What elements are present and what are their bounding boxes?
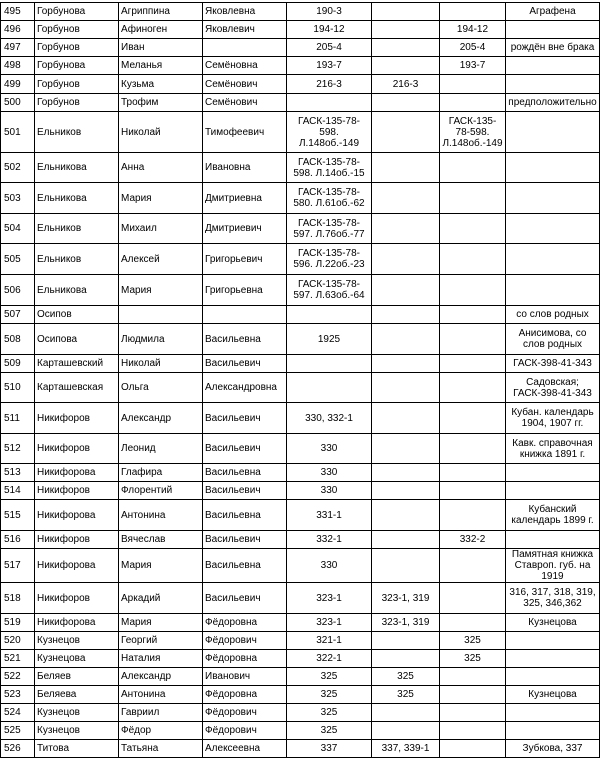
- patronymic-cell: Фёдоровна: [203, 686, 287, 704]
- reference-2-cell: 323-1, 319: [372, 583, 440, 614]
- surname-cell: Беляев: [35, 668, 119, 686]
- table-row: [1, 686, 600, 704]
- reference-cell: ГАСК-135-78-580. Л.61об.-62: [287, 183, 372, 214]
- note-cell: [506, 21, 600, 39]
- row-number-cell: 521: [1, 650, 35, 668]
- reference-cell: 205-4: [287, 39, 372, 57]
- row-number-cell: 523: [1, 686, 35, 704]
- reference-3-cell: 194-12: [440, 21, 506, 39]
- note-cell: Кузнецова: [506, 686, 600, 704]
- given-name-cell: Афиноген: [119, 21, 203, 39]
- table-row: [1, 500, 600, 531]
- row-number-cell: 525: [1, 722, 35, 740]
- row-number-cell: 501: [1, 112, 35, 153]
- patronymic-cell: Васильевна: [203, 549, 287, 583]
- row-number-cell: 496: [1, 21, 35, 39]
- reference-3-cell: [440, 464, 506, 482]
- reference-3-cell: [440, 244, 506, 275]
- table-row: [1, 668, 600, 686]
- patronymic-cell: Фёдорович: [203, 704, 287, 722]
- surname-cell: Беляева: [35, 686, 119, 704]
- reference-cell: 321-1: [287, 632, 372, 650]
- row-number-cell: 513: [1, 464, 35, 482]
- given-name-cell: Вячеслав: [119, 531, 203, 549]
- patronymic-cell: Ивановна: [203, 153, 287, 183]
- reference-3-cell: [440, 500, 506, 531]
- note-cell: Садовская; ГАСК-398-41-343: [506, 373, 600, 403]
- table-row: [1, 704, 600, 722]
- table-row: [1, 153, 600, 183]
- given-name-cell: Ольга: [119, 373, 203, 403]
- reference-cell: 330, 332-1: [287, 403, 372, 434]
- reference-2-cell: [372, 704, 440, 722]
- reference-2-cell: [372, 373, 440, 403]
- row-number-cell: 499: [1, 75, 35, 94]
- surname-cell: Никифорова: [35, 500, 119, 531]
- surname-cell: Ельникова: [35, 183, 119, 214]
- table-row: [1, 3, 600, 21]
- table-row: [1, 94, 600, 112]
- reference-2-cell: [372, 632, 440, 650]
- reference-3-cell: [440, 482, 506, 500]
- patronymic-cell: Васильевич: [203, 355, 287, 373]
- patronymic-cell: [203, 306, 287, 324]
- reference-cell: 325: [287, 704, 372, 722]
- reference-2-cell: 325: [372, 668, 440, 686]
- given-name-cell: Наталия: [119, 650, 203, 668]
- reference-3-cell: [440, 704, 506, 722]
- table-row: [1, 306, 600, 324]
- reference-2-cell: [372, 183, 440, 214]
- row-number-cell: 526: [1, 740, 35, 758]
- genealogy-table: [0, 2, 600, 758]
- reference-2-cell: [372, 214, 440, 244]
- row-number-cell: 516: [1, 531, 35, 549]
- patronymic-cell: Дмитриевич: [203, 214, 287, 244]
- note-cell: [506, 275, 600, 306]
- patronymic-cell: Семёнович: [203, 75, 287, 94]
- reference-3-cell: ГАСК-135-78-598. Л.148об.-149: [440, 112, 506, 153]
- table-row: [1, 183, 600, 214]
- reference-3-cell: 325: [440, 650, 506, 668]
- reference-2-cell: 337, 339-1: [372, 740, 440, 758]
- row-number-cell: 520: [1, 632, 35, 650]
- reference-3-cell: [440, 275, 506, 306]
- given-name-cell: Гавриил: [119, 704, 203, 722]
- row-number-cell: 510: [1, 373, 35, 403]
- reference-3-cell: [440, 306, 506, 324]
- patronymic-cell: Семёнович: [203, 94, 287, 112]
- reference-2-cell: [372, 153, 440, 183]
- note-cell: предположительно: [506, 94, 600, 112]
- patronymic-cell: [203, 39, 287, 57]
- reference-3-cell: [440, 94, 506, 112]
- patronymic-cell: Васильевна: [203, 324, 287, 355]
- surname-cell: Никифоров: [35, 403, 119, 434]
- given-name-cell: Михаил: [119, 214, 203, 244]
- surname-cell: Горбунов: [35, 21, 119, 39]
- surname-cell: Никифорова: [35, 549, 119, 583]
- patronymic-cell: Васильевна: [203, 500, 287, 531]
- given-name-cell: [119, 306, 203, 324]
- reference-3-cell: [440, 740, 506, 758]
- reference-3-cell: [440, 403, 506, 434]
- given-name-cell: Георгий: [119, 632, 203, 650]
- note-cell: Кавк. справочная книжка 1891 г.: [506, 434, 600, 464]
- reference-cell: 325: [287, 722, 372, 740]
- surname-cell: Никифорова: [35, 614, 119, 632]
- reference-3-cell: 193-7: [440, 57, 506, 75]
- patronymic-cell: Васильевна: [203, 464, 287, 482]
- reference-cell: 190-3: [287, 3, 372, 21]
- note-cell: [506, 482, 600, 500]
- reference-2-cell: [372, 464, 440, 482]
- note-cell: [506, 183, 600, 214]
- reference-cell: 332-1: [287, 531, 372, 549]
- reference-3-cell: [440, 686, 506, 704]
- table-row: [1, 112, 600, 153]
- reference-3-cell: [440, 668, 506, 686]
- surname-cell: Горбунов: [35, 75, 119, 94]
- patronymic-cell: Васильевич: [203, 434, 287, 464]
- note-cell: [506, 668, 600, 686]
- surname-cell: Никифоров: [35, 531, 119, 549]
- reference-cell: [287, 306, 372, 324]
- given-name-cell: Меланья: [119, 57, 203, 75]
- reference-cell: ГАСК-135-78-598. Л.14об.-15: [287, 153, 372, 183]
- row-number-cell: 517: [1, 549, 35, 583]
- surname-cell: Горбунов: [35, 39, 119, 57]
- patronymic-cell: Васильевич: [203, 531, 287, 549]
- reference-cell: 193-7: [287, 57, 372, 75]
- surname-cell: Ельников: [35, 214, 119, 244]
- row-number-cell: 504: [1, 214, 35, 244]
- table-row: [1, 324, 600, 355]
- note-cell: ГАСК-398-41-343: [506, 355, 600, 373]
- note-cell: Кубан. календарь 1904, 1907 гг.: [506, 403, 600, 434]
- reference-3-cell: [440, 373, 506, 403]
- given-name-cell: Антонина: [119, 500, 203, 531]
- row-number-cell: 524: [1, 704, 35, 722]
- note-cell: [506, 531, 600, 549]
- reference-3-cell: 332-2: [440, 531, 506, 549]
- table-row: [1, 57, 600, 75]
- given-name-cell: Мария: [119, 275, 203, 306]
- surname-cell: Осипова: [35, 324, 119, 355]
- note-cell: [506, 650, 600, 668]
- given-name-cell: Николай: [119, 355, 203, 373]
- reference-3-cell: 205-4: [440, 39, 506, 57]
- reference-2-cell: [372, 722, 440, 740]
- note-cell: рождён вне брака: [506, 39, 600, 57]
- given-name-cell: Александр: [119, 668, 203, 686]
- reference-cell: 216-3: [287, 75, 372, 94]
- surname-cell: Ельников: [35, 112, 119, 153]
- note-cell: Памятная книжка Ставроп. губ. на 1919: [506, 549, 600, 583]
- given-name-cell: Трофим: [119, 94, 203, 112]
- table-row: [1, 214, 600, 244]
- note-cell: [506, 75, 600, 94]
- table-row: [1, 464, 600, 482]
- note-cell: 316, 317, 318, 319, 325, 346,362: [506, 583, 600, 614]
- row-number-cell: 503: [1, 183, 35, 214]
- reference-cell: 323-1: [287, 583, 372, 614]
- reference-2-cell: [372, 306, 440, 324]
- table-row: [1, 373, 600, 403]
- reference-2-cell: [372, 500, 440, 531]
- reference-cell: 330: [287, 549, 372, 583]
- row-number-cell: 511: [1, 403, 35, 434]
- patronymic-cell: Васильевич: [203, 403, 287, 434]
- reference-2-cell: [372, 482, 440, 500]
- patronymic-cell: Алексеевна: [203, 740, 287, 758]
- reference-2-cell: [372, 324, 440, 355]
- reference-cell: ГАСК-135-78-598. Л.148об.-149: [287, 112, 372, 153]
- row-number-cell: 497: [1, 39, 35, 57]
- row-number-cell: 495: [1, 3, 35, 21]
- surname-cell: Кузнецов: [35, 704, 119, 722]
- note-cell: [506, 57, 600, 75]
- table-row: [1, 39, 600, 57]
- reference-3-cell: [440, 355, 506, 373]
- reference-2-cell: [372, 403, 440, 434]
- reference-cell: 331-1: [287, 500, 372, 531]
- reference-2-cell: [372, 57, 440, 75]
- table-row: [1, 403, 600, 434]
- row-number-cell: 522: [1, 668, 35, 686]
- surname-cell: Никифоров: [35, 434, 119, 464]
- reference-2-cell: [372, 549, 440, 583]
- patronymic-cell: Иванович: [203, 668, 287, 686]
- patronymic-cell: Васильевич: [203, 583, 287, 614]
- table-row: [1, 632, 600, 650]
- reference-3-cell: [440, 722, 506, 740]
- reference-2-cell: [372, 531, 440, 549]
- surname-cell: Никифоров: [35, 583, 119, 614]
- table-row: [1, 722, 600, 740]
- reference-2-cell: [372, 275, 440, 306]
- given-name-cell: Иван: [119, 39, 203, 57]
- given-name-cell: Аркадий: [119, 583, 203, 614]
- patronymic-cell: Фёдоровна: [203, 650, 287, 668]
- note-cell: Кузнецова: [506, 614, 600, 632]
- surname-cell: Никифоров: [35, 482, 119, 500]
- reference-2-cell: [372, 355, 440, 373]
- patronymic-cell: Фёдоровна: [203, 614, 287, 632]
- given-name-cell: Татьяна: [119, 740, 203, 758]
- surname-cell: Осипов: [35, 306, 119, 324]
- row-number-cell: 502: [1, 153, 35, 183]
- given-name-cell: Алексей: [119, 244, 203, 275]
- note-cell: [506, 244, 600, 275]
- patronymic-cell: Фёдорович: [203, 632, 287, 650]
- reference-3-cell: [440, 324, 506, 355]
- patronymic-cell: Яковлевич: [203, 21, 287, 39]
- reference-2-cell: [372, 244, 440, 275]
- patronymic-cell: Семёновна: [203, 57, 287, 75]
- reference-2-cell: 216-3: [372, 75, 440, 94]
- row-number-cell: 505: [1, 244, 35, 275]
- reference-2-cell: [372, 39, 440, 57]
- reference-3-cell: 325: [440, 632, 506, 650]
- reference-3-cell: [440, 434, 506, 464]
- table-row: [1, 355, 600, 373]
- table-row: [1, 75, 600, 94]
- reference-cell: 330: [287, 464, 372, 482]
- reference-2-cell: [372, 112, 440, 153]
- given-name-cell: Александр: [119, 403, 203, 434]
- reference-cell: 325: [287, 668, 372, 686]
- reference-cell: 330: [287, 482, 372, 500]
- table-row: [1, 549, 600, 583]
- surname-cell: Карташевский: [35, 355, 119, 373]
- row-number-cell: 514: [1, 482, 35, 500]
- patronymic-cell: Тимофеевич: [203, 112, 287, 153]
- surname-cell: Горбунова: [35, 3, 119, 21]
- surname-cell: Ельников: [35, 244, 119, 275]
- reference-3-cell: [440, 583, 506, 614]
- table-row: [1, 583, 600, 614]
- note-cell: [506, 153, 600, 183]
- given-name-cell: Флорентий: [119, 482, 203, 500]
- note-cell: Зубкова, 337: [506, 740, 600, 758]
- table-row: [1, 482, 600, 500]
- reference-cell: 330: [287, 434, 372, 464]
- reference-cell: 194-12: [287, 21, 372, 39]
- reference-cell: [287, 355, 372, 373]
- reference-2-cell: [372, 94, 440, 112]
- reference-3-cell: [440, 183, 506, 214]
- given-name-cell: Мария: [119, 183, 203, 214]
- note-cell: [506, 214, 600, 244]
- note-cell: Анисимова, со слов родных: [506, 324, 600, 355]
- patronymic-cell: Дмитриевна: [203, 183, 287, 214]
- table-row: [1, 650, 600, 668]
- patronymic-cell: Васильевич: [203, 482, 287, 500]
- table-row: [1, 614, 600, 632]
- surname-cell: Горбунова: [35, 57, 119, 75]
- reference-cell: [287, 94, 372, 112]
- reference-3-cell: [440, 214, 506, 244]
- surname-cell: Кузнецова: [35, 650, 119, 668]
- given-name-cell: Мария: [119, 614, 203, 632]
- given-name-cell: Кузьма: [119, 75, 203, 94]
- reference-3-cell: [440, 549, 506, 583]
- surname-cell: Титова: [35, 740, 119, 758]
- given-name-cell: Агриппина: [119, 3, 203, 21]
- given-name-cell: Фёдор: [119, 722, 203, 740]
- note-cell: [506, 464, 600, 482]
- given-name-cell: Леонид: [119, 434, 203, 464]
- given-name-cell: Николай: [119, 112, 203, 153]
- table-row: [1, 740, 600, 758]
- reference-3-cell: [440, 614, 506, 632]
- row-number-cell: 509: [1, 355, 35, 373]
- reference-cell: 337: [287, 740, 372, 758]
- patronymic-cell: Григорьевич: [203, 244, 287, 275]
- note-cell: [506, 112, 600, 153]
- row-number-cell: 506: [1, 275, 35, 306]
- table-body: [1, 3, 600, 758]
- given-name-cell: Анна: [119, 153, 203, 183]
- given-name-cell: Глафира: [119, 464, 203, 482]
- row-number-cell: 518: [1, 583, 35, 614]
- reference-2-cell: [372, 650, 440, 668]
- table-row: [1, 244, 600, 275]
- surname-cell: Ельникова: [35, 275, 119, 306]
- given-name-cell: Мария: [119, 549, 203, 583]
- reference-2-cell: 325: [372, 686, 440, 704]
- given-name-cell: Людмила: [119, 324, 203, 355]
- surname-cell: Ельникова: [35, 153, 119, 183]
- reference-cell: ГАСК-135-78-597. Л.76об.-77: [287, 214, 372, 244]
- note-cell: [506, 632, 600, 650]
- note-cell: Кубанский календарь 1899 г.: [506, 500, 600, 531]
- surname-cell: Кузнецов: [35, 632, 119, 650]
- patronymic-cell: Григорьевна: [203, 275, 287, 306]
- reference-3-cell: [440, 3, 506, 21]
- reference-2-cell: 323-1, 319: [372, 614, 440, 632]
- reference-3-cell: [440, 75, 506, 94]
- given-name-cell: Антонина: [119, 686, 203, 704]
- reference-cell: ГАСК-135-78-597. Л.63об.-64: [287, 275, 372, 306]
- surname-cell: Кузнецов: [35, 722, 119, 740]
- row-number-cell: 508: [1, 324, 35, 355]
- patronymic-cell: Фёдорович: [203, 722, 287, 740]
- note-cell: [506, 704, 600, 722]
- reference-2-cell: [372, 21, 440, 39]
- reference-2-cell: [372, 3, 440, 21]
- surname-cell: Горбунов: [35, 94, 119, 112]
- reference-cell: [287, 373, 372, 403]
- note-cell: со слов родных: [506, 306, 600, 324]
- reference-cell: 323-1: [287, 614, 372, 632]
- table-row: [1, 531, 600, 549]
- surname-cell: Карташевская: [35, 373, 119, 403]
- table-row: [1, 275, 600, 306]
- note-cell: Аграфена: [506, 3, 600, 21]
- reference-cell: 322-1: [287, 650, 372, 668]
- row-number-cell: 507: [1, 306, 35, 324]
- row-number-cell: 498: [1, 57, 35, 75]
- table-row: [1, 434, 600, 464]
- row-number-cell: 515: [1, 500, 35, 531]
- reference-cell: 1925: [287, 324, 372, 355]
- note-cell: [506, 722, 600, 740]
- reference-cell: 325: [287, 686, 372, 704]
- reference-cell: ГАСК-135-78-596. Л.22об.-23: [287, 244, 372, 275]
- patronymic-cell: Александровна: [203, 373, 287, 403]
- reference-3-cell: [440, 153, 506, 183]
- row-number-cell: 512: [1, 434, 35, 464]
- table-row: [1, 21, 600, 39]
- reference-2-cell: [372, 434, 440, 464]
- row-number-cell: 500: [1, 94, 35, 112]
- patronymic-cell: Яковлевна: [203, 3, 287, 21]
- surname-cell: Никифорова: [35, 464, 119, 482]
- row-number-cell: 519: [1, 614, 35, 632]
